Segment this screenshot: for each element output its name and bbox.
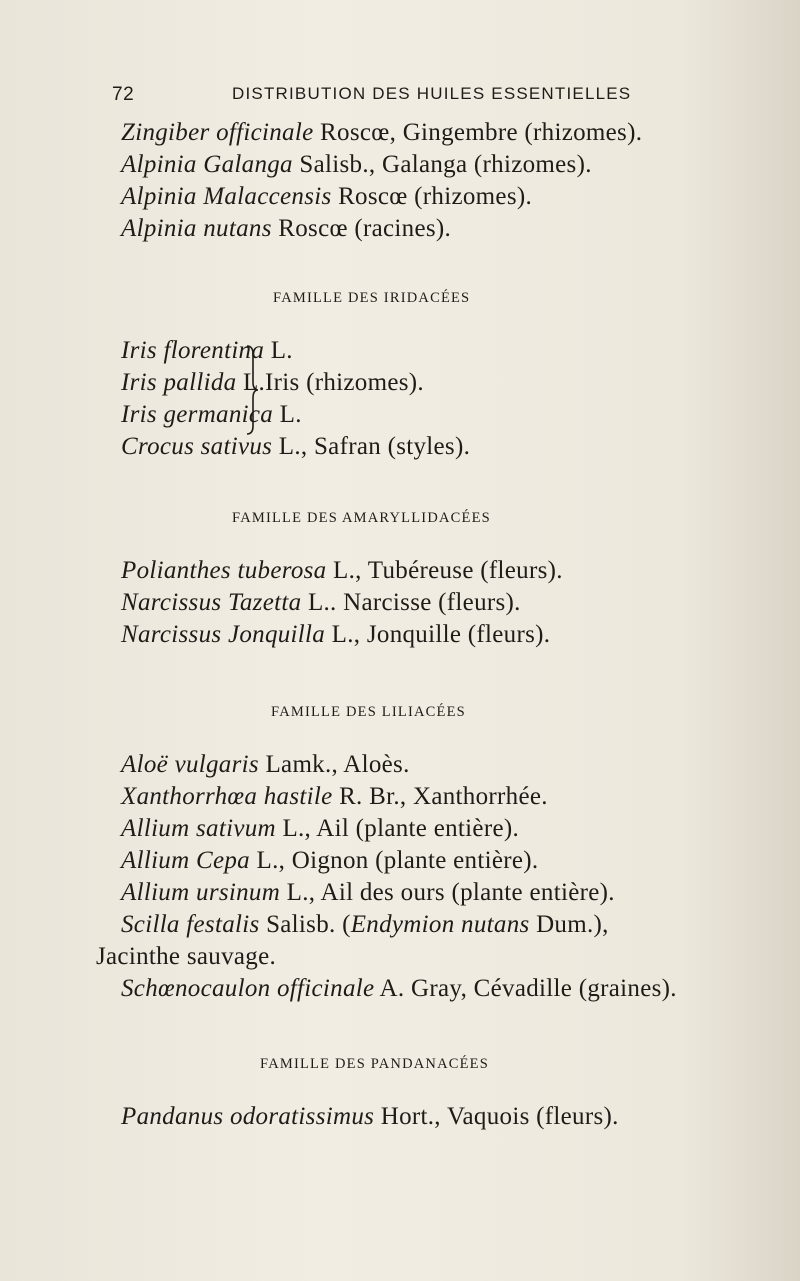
species-name: Alpinia Galanga	[121, 151, 293, 178]
entry-allium-sativum	[121, 814, 519, 844]
entry-text: L.	[273, 401, 302, 428]
species-name: Zingiber officinale	[121, 119, 314, 146]
species-name: Aloë vulgaris	[121, 751, 259, 778]
entry-iris-germanica	[121, 400, 302, 430]
entry-text: Hort., Vaquois (fleurs).	[374, 1103, 619, 1130]
page-number: 72	[112, 84, 135, 105]
entry-scilla-continuation: Jacinthe sauvage.	[96, 943, 277, 970]
entry-text: Roscœ (rhizomes).	[331, 183, 533, 210]
entry-narcissus-jonquilla	[121, 620, 550, 650]
species-name: Scilla festalis	[121, 911, 260, 938]
species-name: Allium ursinum	[121, 879, 281, 906]
section-heading-iridacees: FAMILLE DES IRIDACÉES	[273, 290, 471, 306]
curly-brace-icon	[245, 344, 259, 436]
running-head: DISTRIBUTION DES HUILES ESSENTIELLES	[232, 84, 632, 103]
entry-alpinia-nutans	[121, 214, 451, 244]
entry-xanthorrhoea-hastile	[121, 782, 548, 812]
species-name: Allium Cepa	[121, 847, 250, 874]
species-name: Narcissus Tazetta	[121, 589, 302, 616]
entry-text: Roscœ, Gingembre (rhizomes).	[313, 119, 643, 146]
species-name: Iris pallida	[121, 369, 237, 396]
page-header	[112, 84, 672, 108]
entry-alpinia-galanga	[121, 150, 592, 180]
entry-narcissus-tazetta	[121, 588, 521, 618]
species-name: Crocus sativus	[121, 433, 273, 460]
entry-aloe-vulgaris	[121, 750, 410, 780]
entry-scilla-festalis	[121, 910, 609, 940]
entry-text: L., Ail des ours (plante entière).	[280, 879, 615, 906]
entry-text: R. Br., Xanthorrhée.	[332, 783, 548, 810]
entry-text: A. Gray, Cévadille (graines).	[374, 975, 677, 1002]
entry-schoenocaulon-officinale	[121, 974, 677, 1004]
entry-text: L., Ail (plante entière).	[275, 815, 520, 842]
entry-polianthes-tuberosa	[121, 556, 563, 586]
entry-allium-ursinum	[121, 878, 615, 908]
entry-pandanus-odoratissimus	[121, 1102, 619, 1132]
entry-text: Roscœ (racines).	[271, 215, 452, 242]
species-name: Alpinia nutans	[121, 215, 272, 242]
species-name: Pandanus odoratissimus	[121, 1103, 375, 1130]
entry-text: L.	[236, 369, 266, 396]
entry-crocus-sativus	[121, 432, 470, 462]
entry-zingiber-officinale	[121, 118, 642, 148]
species-name: Iris germanica	[121, 401, 274, 428]
entry-text: L., Oignon (plante entière).	[249, 847, 539, 874]
section-heading-pandanacees: FAMILLE DES PANDANACÉES	[260, 1056, 490, 1072]
entry-iris-pallida	[121, 368, 265, 398]
entry-alpinia-malaccensis	[121, 182, 532, 212]
entry-text: Lamk., Aloès.	[258, 751, 410, 778]
entry-text: Salisb. (	[259, 911, 351, 938]
entry-iris-florentina	[121, 336, 293, 366]
species-name: Alpinia Malaccensis	[121, 183, 332, 210]
species-name: Xanthorrhœa hastile	[121, 783, 333, 810]
brace-label: Iris (rhizomes).	[265, 369, 424, 396]
entry-text: L., Safran (styles).	[272, 433, 471, 460]
section-heading-amaryllidacees: FAMILLE DES AMARYLLIDACÉES	[232, 510, 491, 526]
species-name: Iris florentina	[121, 337, 265, 364]
entry-text: L.	[264, 337, 293, 364]
species-name: Polianthes tuberosa	[121, 557, 327, 584]
entry-text: Dum.),	[529, 911, 609, 938]
synonym-name: Endymion nutans	[350, 911, 530, 938]
entry-text: L., Tubéreuse (fleurs).	[326, 557, 563, 584]
species-name: Schœnocaulon officinale	[121, 975, 375, 1002]
entry-text: Salisb., Galanga (rhizomes).	[292, 151, 592, 178]
species-name: Narcissus Jonquilla	[121, 621, 326, 648]
entry-text: L.. Narcisse (fleurs).	[301, 589, 521, 616]
entry-allium-cepa	[121, 846, 538, 876]
species-name: Allium sativum	[121, 815, 276, 842]
entry-text: L., Jonquille (fleurs).	[325, 621, 551, 648]
section-heading-liliacees: FAMILLE DES LILIACÉES	[271, 704, 466, 720]
